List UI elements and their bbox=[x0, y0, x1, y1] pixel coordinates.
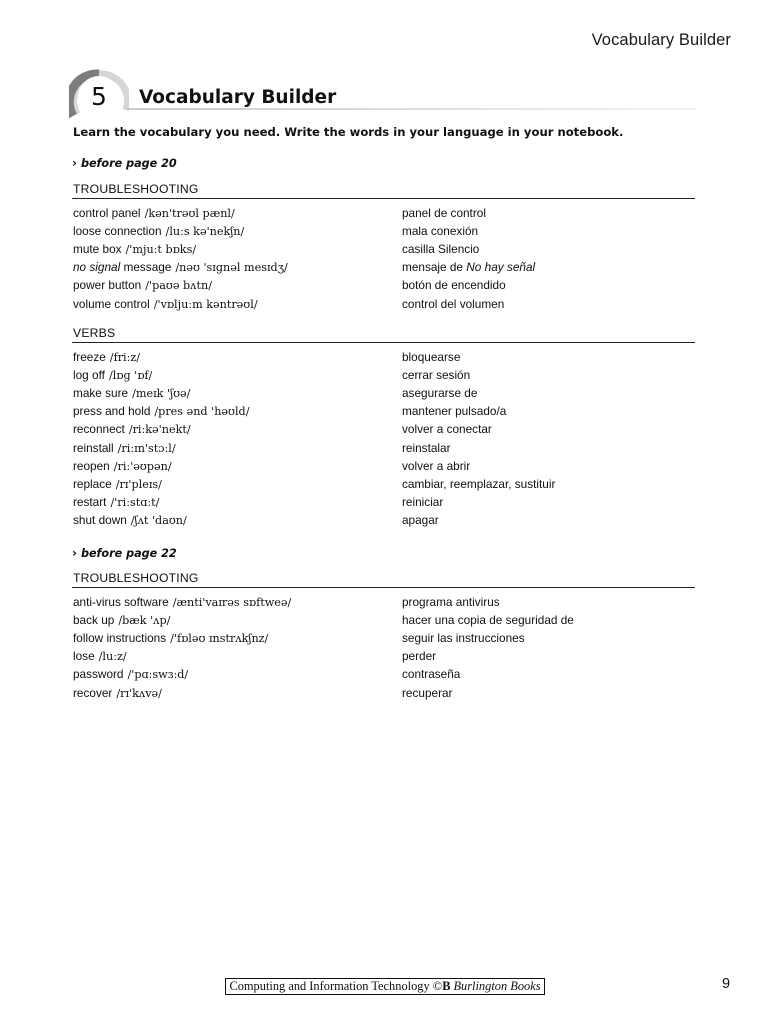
intro-instruction: Learn the vocabulary you need. Write the words in your language in your notebook. bbox=[73, 125, 624, 139]
pronunciation: /'fɒləʊ ɪnstrʌkʃnz/ bbox=[170, 632, 269, 646]
translation-text: cambiar, reemplazar, sustituir bbox=[402, 476, 556, 491]
spanish-translation bbox=[402, 297, 695, 311]
unit-number: 5 bbox=[91, 82, 107, 111]
vocab-row bbox=[73, 366, 695, 384]
term-text: power button bbox=[73, 278, 142, 293]
term-italic-part: no signal bbox=[73, 260, 121, 275]
translation-text: botón de encendido bbox=[402, 278, 506, 293]
spanish-translation bbox=[402, 260, 695, 274]
english-term bbox=[73, 404, 402, 418]
pronunciation: /luːs kə'nekʃn/ bbox=[165, 225, 245, 239]
vocab-row bbox=[73, 204, 695, 222]
term-text: lose bbox=[73, 649, 95, 664]
term-text: back up bbox=[73, 613, 115, 628]
section-heading-troubleshooting: TROUBLESHOOTING bbox=[73, 182, 199, 196]
chevron-right-icon: › bbox=[72, 546, 77, 560]
vocab-row bbox=[73, 475, 695, 493]
unit-number-badge bbox=[69, 66, 129, 124]
unit-title: Vocabulary Builder bbox=[139, 87, 337, 108]
vocab-row bbox=[73, 402, 695, 420]
spanish-translation bbox=[402, 459, 695, 473]
vocab-row bbox=[73, 240, 695, 258]
translation-text: mala conexión bbox=[402, 224, 479, 239]
spanish-translation bbox=[402, 224, 695, 238]
pronunciation: /luːz/ bbox=[98, 650, 127, 664]
pronunciation: /'pɑːswɜːd/ bbox=[127, 668, 189, 682]
vocab-row bbox=[73, 511, 695, 529]
english-term bbox=[73, 631, 402, 645]
vocab-row bbox=[73, 493, 695, 511]
pronunciation: /'paʊə bʌtn/ bbox=[145, 279, 212, 293]
footer-copyright: Computing and Information Technology © B Burlington Books bbox=[225, 978, 545, 995]
translation-text: contraseña bbox=[402, 667, 461, 682]
spanish-translation bbox=[402, 368, 695, 382]
spanish-translation bbox=[402, 386, 695, 400]
term-text: replace bbox=[73, 476, 112, 491]
before-page-22-label: › before page 22 bbox=[72, 546, 177, 560]
pronunciation: /kən'trəʊl pænl/ bbox=[144, 207, 235, 221]
vocab-row bbox=[73, 276, 695, 294]
spanish-translation bbox=[402, 404, 695, 418]
term-text: make sure bbox=[73, 386, 129, 401]
translation-text: recuperar bbox=[402, 685, 453, 700]
term-text: follow instructions bbox=[73, 631, 167, 646]
english-term bbox=[73, 350, 402, 364]
spanish-translation bbox=[402, 686, 695, 700]
translation-text: mensaje de bbox=[402, 260, 467, 275]
translation-text: asegurarse de bbox=[402, 386, 478, 401]
translation-text: reinstalar bbox=[402, 440, 451, 455]
english-term bbox=[73, 595, 402, 609]
section-rule bbox=[72, 342, 695, 343]
english-term bbox=[73, 422, 402, 436]
spanish-translation bbox=[402, 477, 695, 491]
pronunciation: /'mjuːt bɒks/ bbox=[125, 243, 197, 257]
pronunciation: /nəʊ 'sɪgnəl mesɪdʒ/ bbox=[175, 261, 288, 275]
spanish-translation bbox=[402, 278, 695, 292]
vocab-list bbox=[73, 593, 695, 702]
before-page-20-label: › before page 20 bbox=[72, 156, 177, 170]
vocab-row bbox=[73, 647, 695, 665]
translation-text: reiniciar bbox=[402, 494, 444, 509]
term-text: password bbox=[73, 667, 124, 682]
pronunciation: /'vɒljuːm kəntrəʊl/ bbox=[153, 297, 258, 311]
translation-text: seguir las instrucciones bbox=[402, 631, 525, 646]
vocab-row bbox=[73, 593, 695, 611]
english-term bbox=[73, 649, 402, 663]
vocab-row bbox=[73, 611, 695, 629]
term-text: recover bbox=[73, 685, 113, 700]
spanish-translation bbox=[402, 206, 695, 220]
translation-text: panel de control bbox=[402, 206, 486, 221]
vocab-row bbox=[73, 384, 695, 402]
term-text: anti-virus software bbox=[73, 595, 169, 610]
spanish-translation bbox=[402, 422, 695, 436]
english-term bbox=[73, 242, 402, 256]
term-text: volume control bbox=[73, 296, 150, 311]
vocab-row bbox=[73, 258, 695, 276]
translation-text: cerrar sesión bbox=[402, 368, 471, 383]
translation-text: volver a conectar bbox=[402, 422, 492, 437]
term-text: reopen bbox=[73, 458, 110, 473]
vocab-row bbox=[73, 420, 695, 438]
pronunciation: /ænti'vaɪrəs sɒftweə/ bbox=[172, 596, 292, 610]
spanish-translation bbox=[402, 613, 695, 627]
publisher-logo: B bbox=[442, 979, 451, 993]
english-term bbox=[73, 224, 402, 238]
english-term bbox=[73, 459, 402, 473]
title-underline bbox=[126, 108, 696, 110]
term-text: log off bbox=[73, 368, 105, 383]
section-rule bbox=[72, 198, 695, 199]
term-text: press and hold bbox=[73, 404, 151, 419]
pronunciation: /meɪk 'ʃʊə/ bbox=[132, 387, 191, 401]
section-heading-troubleshooting: TROUBLESHOOTING bbox=[73, 571, 199, 585]
pronunciation: /riːɪn'stɔːl/ bbox=[117, 441, 176, 455]
spanish-translation bbox=[402, 513, 695, 527]
pronunciation: /rɪ'pleɪs/ bbox=[115, 477, 162, 491]
pronunciation: /'riːstɑːt/ bbox=[110, 495, 160, 509]
pronunciation: /friːz/ bbox=[109, 351, 141, 365]
translation-text: casilla Silencio bbox=[402, 242, 480, 257]
vocab-row bbox=[73, 665, 695, 683]
term-text: shut down bbox=[73, 512, 127, 527]
page-number: 9 bbox=[722, 976, 731, 992]
vocab-list bbox=[73, 348, 695, 529]
term-text: reconnect bbox=[73, 422, 125, 437]
term-text: loose connection bbox=[73, 224, 162, 239]
english-term bbox=[73, 386, 402, 400]
translation-text: perder bbox=[402, 649, 437, 664]
translation-text: bloquearse bbox=[402, 350, 461, 365]
translation-italic-part: No hay señal bbox=[466, 260, 536, 275]
term-text: mute box bbox=[73, 242, 122, 257]
english-term bbox=[73, 260, 402, 274]
vocab-row bbox=[73, 457, 695, 475]
spanish-translation bbox=[402, 667, 695, 681]
english-term bbox=[73, 206, 402, 220]
vocab-row bbox=[73, 294, 695, 312]
pronunciation: /riː'əʊpən/ bbox=[113, 459, 172, 473]
vocab-row bbox=[73, 222, 695, 240]
translation-text: hacer una copia de seguridad de bbox=[402, 613, 574, 628]
pronunciation: /bæk 'ʌp/ bbox=[118, 614, 171, 628]
term-text: restart bbox=[73, 494, 107, 509]
translation-text: apagar bbox=[402, 512, 439, 527]
pronunciation: /rɪ'kʌvə/ bbox=[116, 686, 162, 700]
english-term bbox=[73, 441, 402, 455]
english-term bbox=[73, 513, 402, 527]
vocab-row bbox=[73, 683, 695, 701]
spanish-translation bbox=[402, 242, 695, 256]
spanish-translation bbox=[402, 649, 695, 663]
pronunciation: /ʃʌt 'daʊn/ bbox=[130, 513, 187, 527]
term-text: message bbox=[120, 260, 172, 275]
vocab-list bbox=[73, 204, 695, 313]
spanish-translation bbox=[402, 631, 695, 645]
english-term bbox=[73, 368, 402, 382]
term-text: reinstall bbox=[73, 440, 114, 455]
english-term bbox=[73, 297, 402, 311]
vocab-row bbox=[73, 438, 695, 456]
translation-text: mantener pulsado/a bbox=[402, 404, 507, 419]
pronunciation: /pres ənd 'həʊld/ bbox=[154, 405, 250, 419]
term-text: control panel bbox=[73, 206, 141, 221]
spanish-translation bbox=[402, 350, 695, 364]
translation-text: programa antivirus bbox=[402, 595, 500, 610]
vocab-row bbox=[73, 629, 695, 647]
translation-text: control del volumen bbox=[402, 296, 505, 311]
section-heading-verbs: VERBS bbox=[73, 326, 116, 340]
chevron-right-icon: › bbox=[72, 156, 77, 170]
pronunciation: /riːkə'nekt/ bbox=[128, 423, 191, 437]
english-term bbox=[73, 278, 402, 292]
english-term bbox=[73, 477, 402, 491]
english-term bbox=[73, 667, 402, 681]
pronunciation: /lɒg 'ɒf/ bbox=[108, 369, 153, 383]
spanish-translation bbox=[402, 595, 695, 609]
english-term bbox=[73, 613, 402, 627]
spanish-translation bbox=[402, 441, 695, 455]
spanish-translation bbox=[402, 495, 695, 509]
translation-text: volver a abrir bbox=[402, 458, 471, 473]
english-term bbox=[73, 686, 402, 700]
section-rule bbox=[72, 587, 695, 588]
english-term bbox=[73, 495, 402, 509]
running-head: Vocabulary Builder bbox=[591, 31, 731, 49]
vocab-row bbox=[73, 348, 695, 366]
term-text: freeze bbox=[73, 350, 106, 365]
